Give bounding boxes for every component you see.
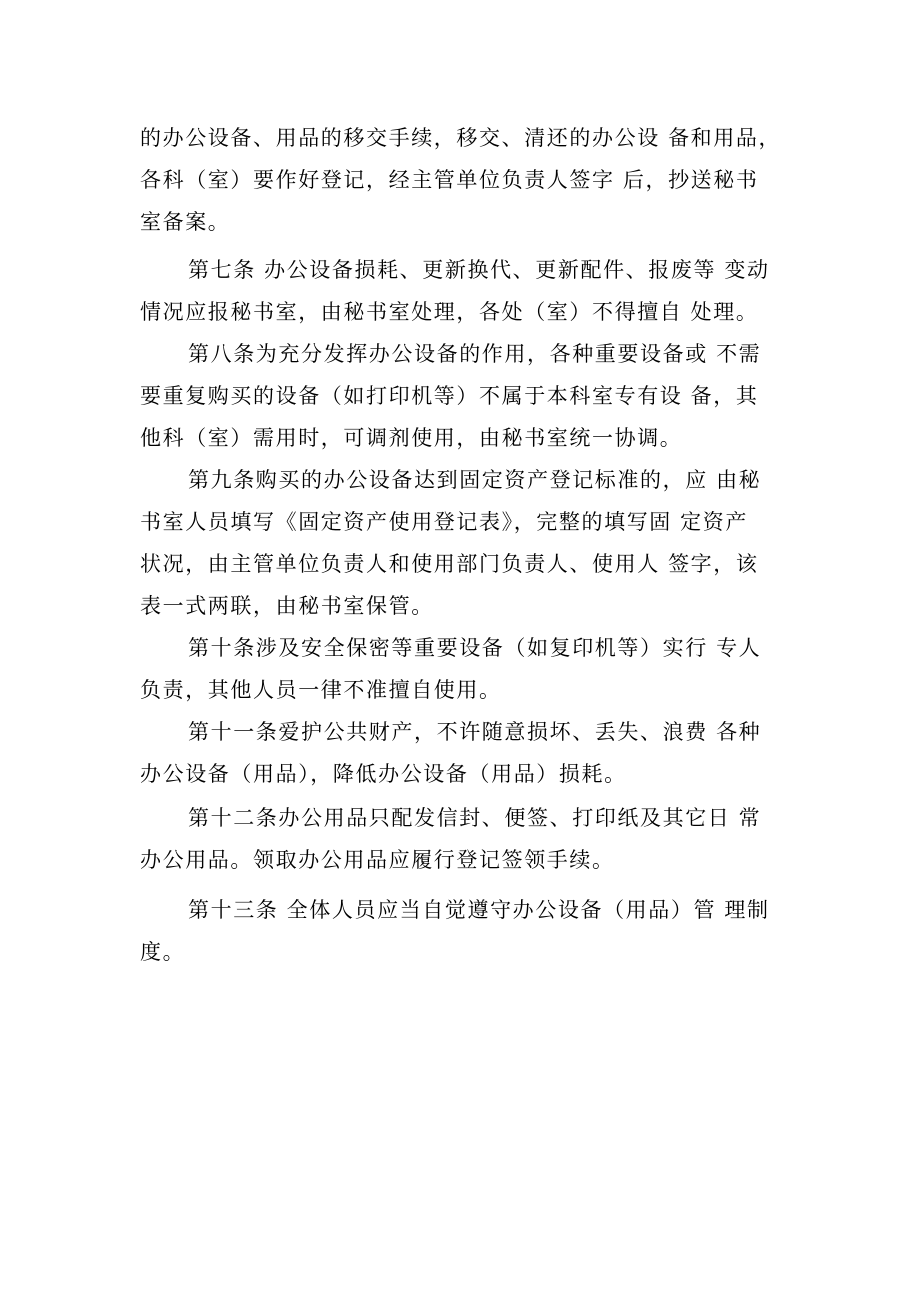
text-line: 第十三条 全体人员应当自觉遵守办公设备（用品）管 理制 [188,898,770,922]
text-line: 第八条为充分发挥办公设备的作用，各种重要设备或 不需 [188,342,762,366]
text-line: 他科（室）需用时，可调剂使用，由秘书室统一协调。 [140,426,683,450]
text-line: 的办公设备、用品的移交手续，移交、清还的办公设 备和用品， [140,126,782,150]
text-line: 要重复购买的设备（如打印机等）不属于本科室专有设 备，其 [140,384,759,408]
paragraph-continuation [140,117,790,243]
text-line: 第十二条办公用品只配发信封、便签、打印纸及其它日 常 [188,806,762,830]
paragraph-article-10 [140,627,790,711]
text-line: 各科（室）要作好登记，经主管单位负责人签字 后，抄送秘书 [140,168,759,192]
text-line: 第九条购买的办公设备达到固定资产登记标准的，应 由秘 [188,468,762,492]
paragraph-article-8 [140,333,790,459]
text-line: 书室人员填写《固定资产使用登记表》，完整的填写固 定资产 [140,510,748,534]
text-line: 状况，由主管单位负责人和使用部门负责人、使用人 签字，该 [140,552,759,576]
text-line: 室备案。 [140,210,231,234]
text-line: 第七条 办公设备损耗、更新换代、更新配件、报废等 变动 [188,258,770,282]
text-line: 表一式两联，由秘书室保管。 [140,594,434,618]
text-line: 第十条涉及安全保密等重要设备（如复印机等）实行 专人 [188,636,762,660]
paragraph-article-7 [140,249,790,333]
paragraph-article-12 [140,797,790,881]
text-line: 情况应报秘书室，由秘书室处理，各处（室）不得擅自 处理。 [140,300,759,324]
text-line: 度。 [140,940,186,964]
text-line: 办公用品。领取办公用品应履行登记签领手续。 [140,848,615,872]
paragraph-article-9 [140,459,790,627]
paragraph-article-11 [140,711,790,795]
paragraph-article-13 [140,889,790,973]
text-line: 第十一条爱护公共财产，不许随意损坏、丢失、浪费 各种 [188,720,762,744]
text-line: 办公设备（用品），降低办公设备（用品）损耗。 [140,762,627,786]
text-line: 负责，其他人员一律不准擅自使用。 [140,678,502,702]
